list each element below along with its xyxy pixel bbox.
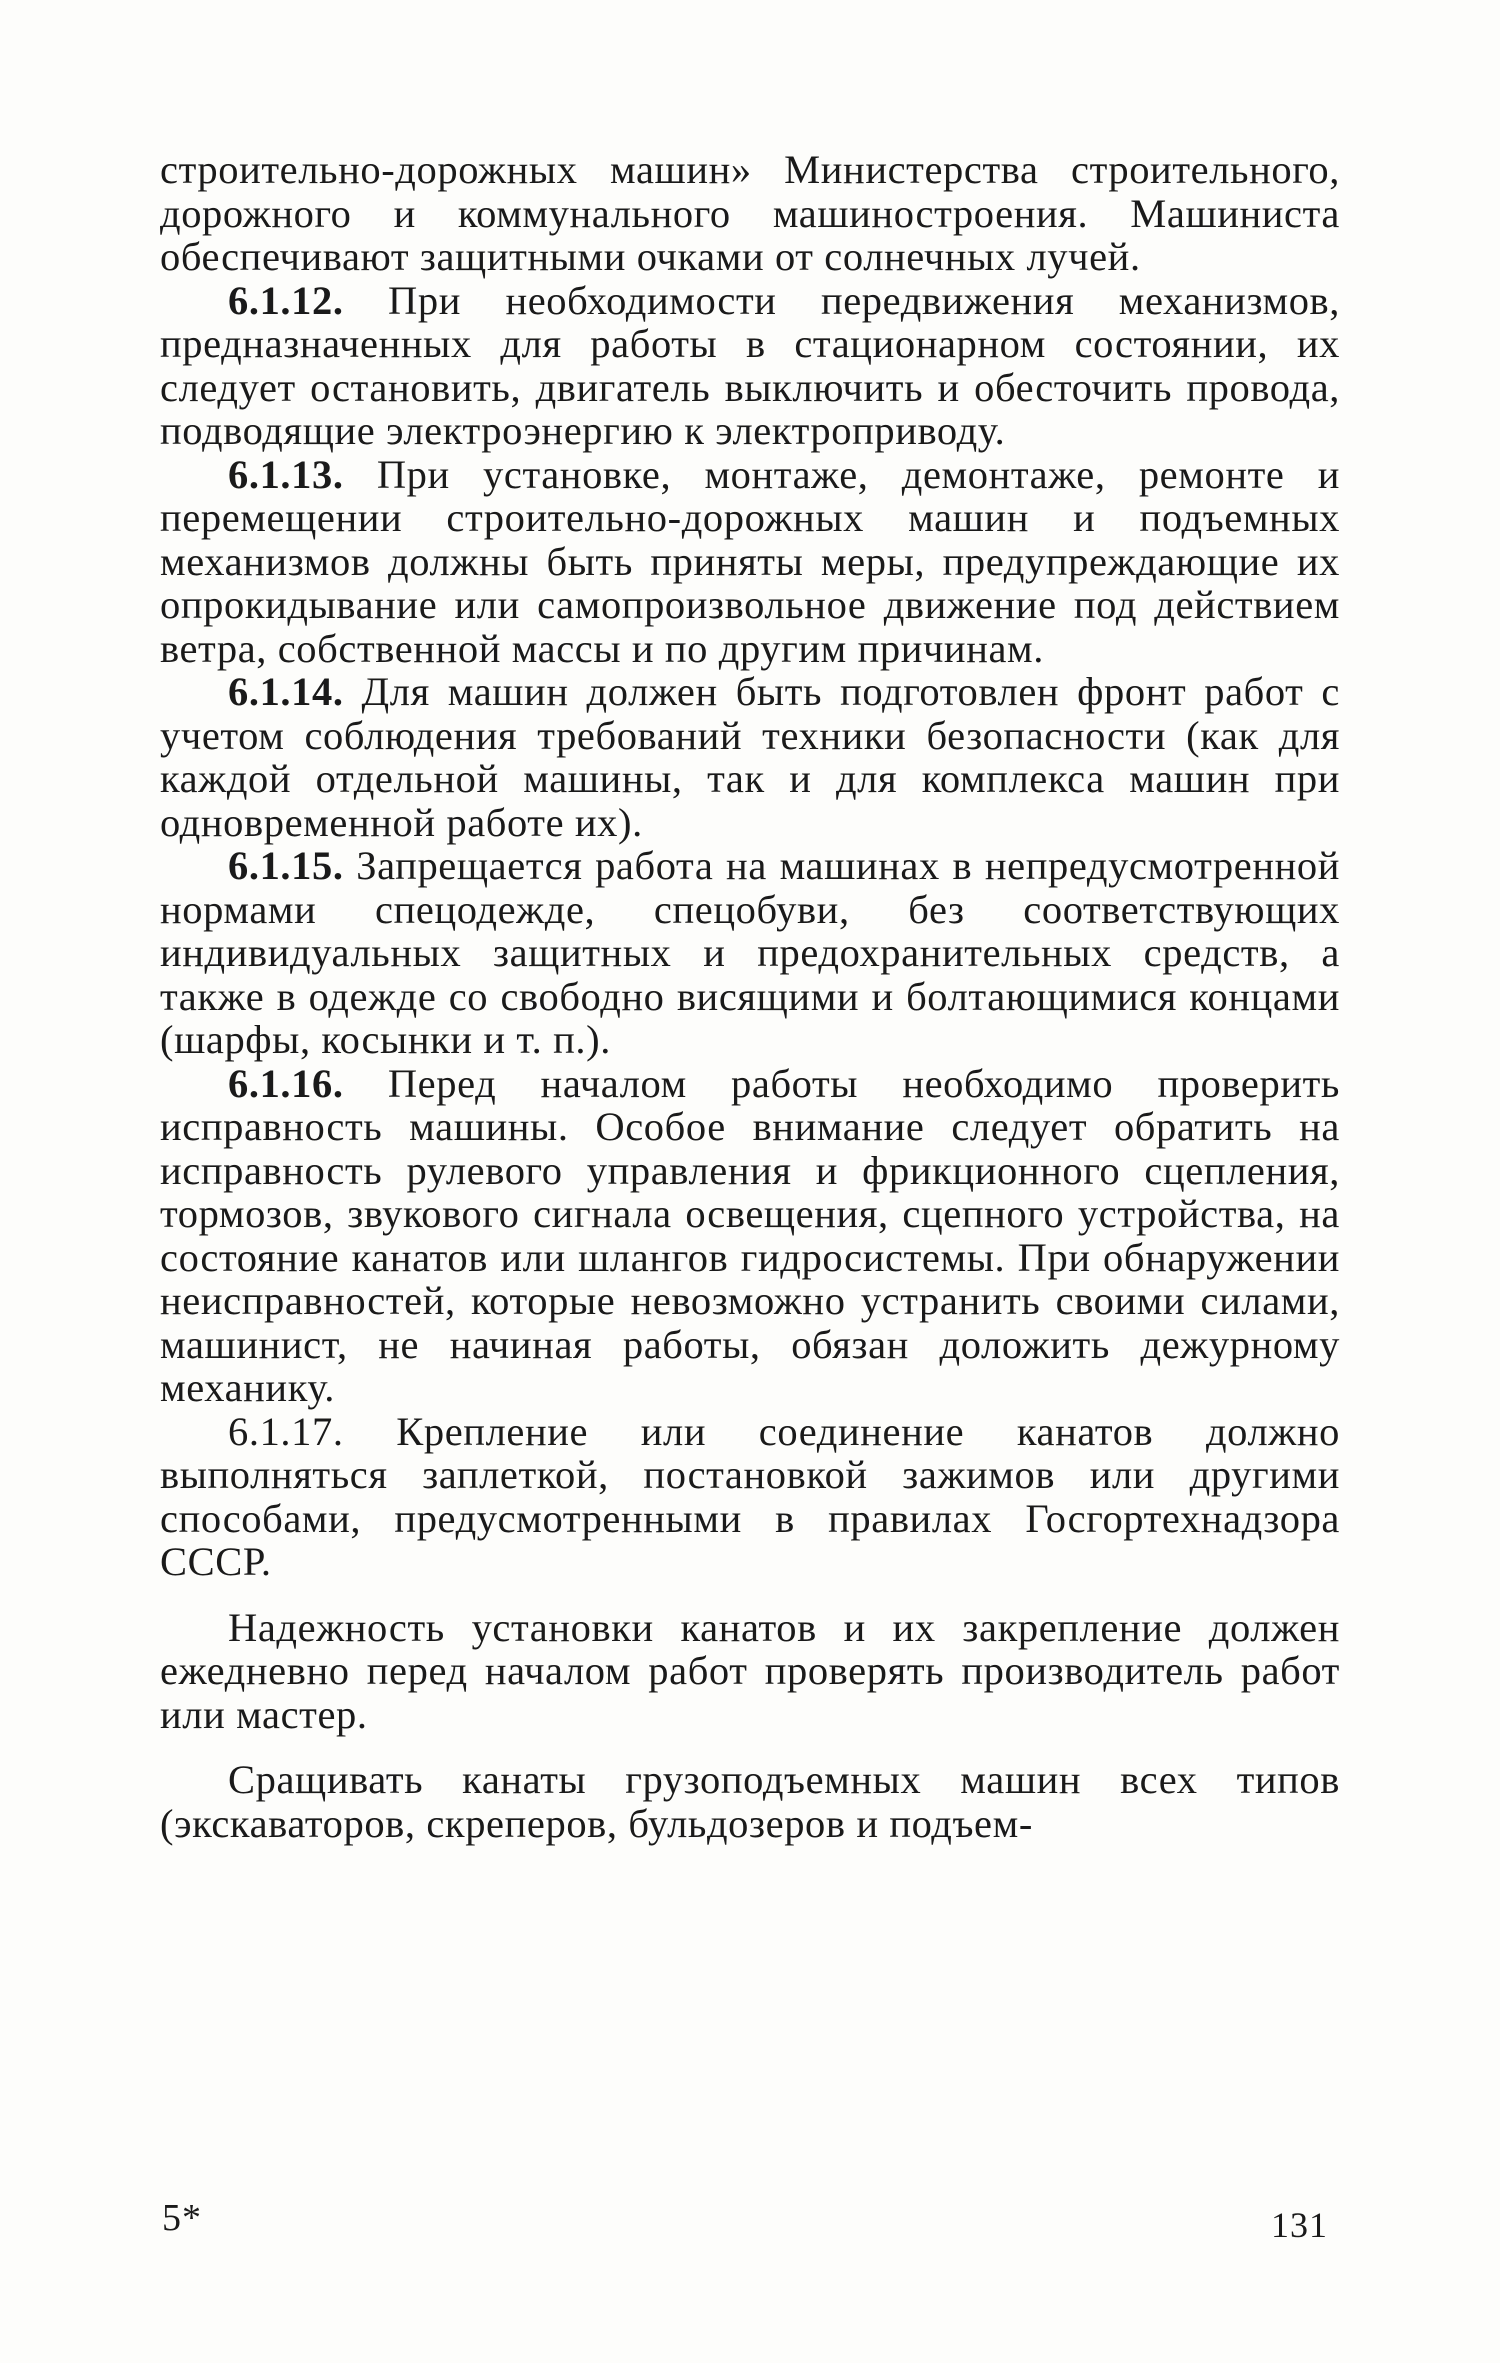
section-number: 6.1.13. bbox=[228, 451, 344, 497]
paragraph-continuation: строительно-дорожных машин» Министерства строительного, дорожного и коммунального машиностроения. Машиниста обеспечивают защитными очками от солнечных лучей. bbox=[160, 147, 1340, 279]
page-number: 131 bbox=[1271, 2205, 1328, 2245]
paragraph-rope-splicing: Сращивать канаты грузоподъемных машин всех типов (экскаваторов, скреперов, бульдозеров и подъем- bbox=[160, 1757, 1340, 1846]
paragraph-6-1-15: 6.1.15. Запрещается работа на машинах в непредусмотренной нормами спецодежде, спецобуви, без соответствующих индивидуальных защитных и предохранительных средств, а также в одежде со свободно висящими и болтающимися концами (шарфы, косынки и т. п.). bbox=[160, 843, 1340, 1062]
section-number: 6.1.17. bbox=[228, 1408, 344, 1454]
paragraph-6-1-14: 6.1.14. Для машин должен быть подготовлен фронт работ с учетом соблюдения требований техники безопасности (как для каждой отдельной машины, так и для комплекса машин при одновременной работе их). bbox=[160, 669, 1340, 845]
body-text bbox=[160, 148, 1340, 1845]
paragraph-6-1-17: 6.1.17. Крепление или соединение канатов должно выполняться заплеткой, постановкой зажимов или другими способами, предусмотренными в правилах Госгортехнадзора СССР. bbox=[160, 1408, 1340, 1584]
section-number: 6.1.14. bbox=[228, 669, 344, 714]
section-number: 6.1.12. bbox=[228, 277, 344, 323]
section-number: 6.1.16. bbox=[228, 1060, 344, 1106]
paragraph-6-1-16: 6.1.16. Перед началом работы необходимо проверить исправность машины. Особое внимание следует обратить на исправность рулевого управления и фрикционного сцепления, тормозов, звукового сигнала освещения, сцепного устройства, на состояние канатов или шлангов гидросистемы. При обнаружении неисправностей, которые невозможно устранить своими силами, машинист, не начиная работы, обязан доложить дежурному механику. bbox=[160, 1060, 1340, 1410]
paragraph-6-1-12: 6.1.12. При необходимости передвижения механизмов, предназначенных для работы в стационарном состоянии, их следует остановить, двигатель выключить и обесточить провода, подводящие электроэнергию к электроприводу. bbox=[160, 277, 1340, 453]
section-number: 6.1.15. bbox=[228, 843, 344, 888]
signature-mark: 5* bbox=[162, 2197, 202, 2239]
paragraph-rope-reliability: Надежность установки канатов и их закрепление должен ежедневно перед началом работ проверять производитель работ или мастер. bbox=[160, 1604, 1340, 1737]
paragraph-6-1-13: 6.1.13. При установке, монтаже, демонтаже, ремонте и перемещении строительно-дорожных машин и подъемных механизмов должны быть приняты меры, предупреждающие их опрокидывание или самопроизвольное движение под действием ветра, собственной массы и по другим причинам. bbox=[160, 451, 1340, 671]
